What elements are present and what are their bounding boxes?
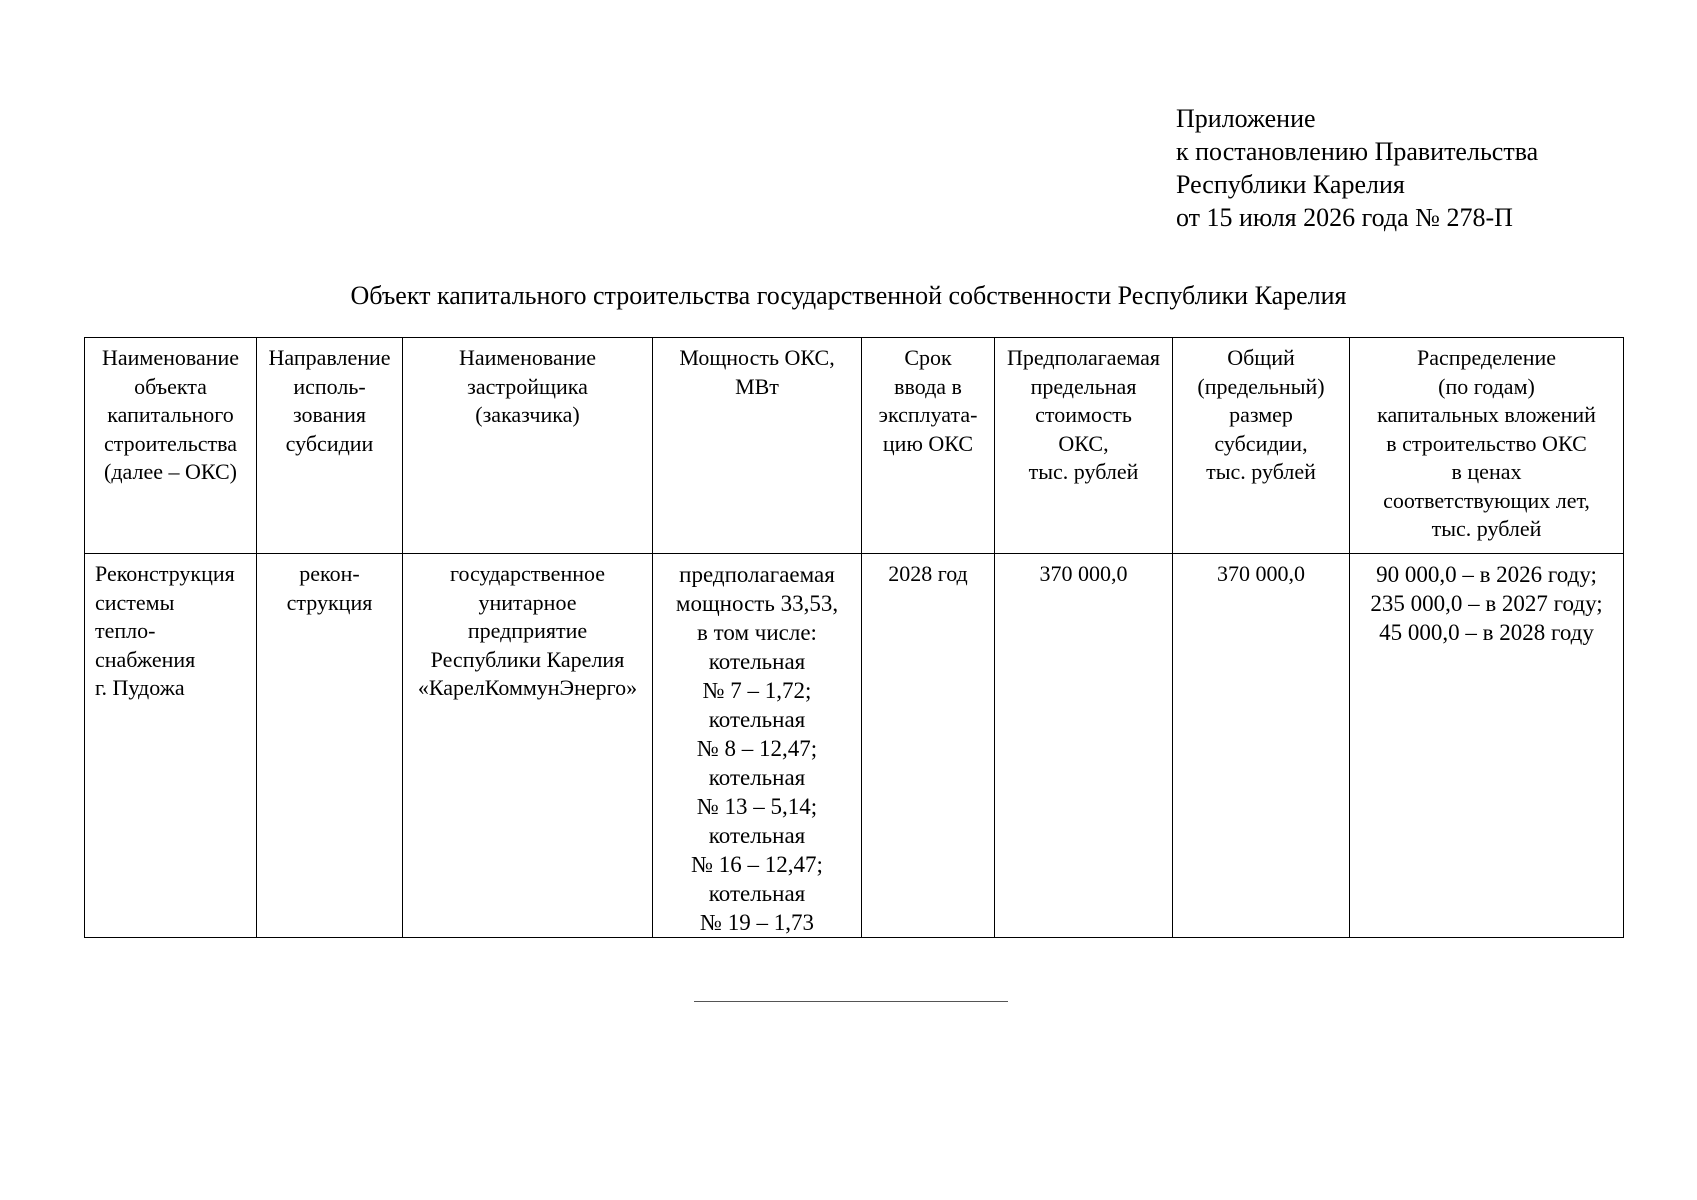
appendix-line: от 15 июля 2026 года № 278-П bbox=[1176, 203, 1513, 232]
cell-capacity: предполагаемая мощность 33,53, в том числе: котельная № 7 – 1,72; котельная № 8 – 12,47; котельная № 13 – 5,14; котельная № 16 – 12,47; котельная № 19 – 1,73 bbox=[653, 554, 862, 938]
appendix-line: Республики Карелия bbox=[1176, 170, 1405, 199]
cell-estimated-cost: 370 000,0 bbox=[995, 554, 1173, 938]
appendix-block bbox=[1176, 102, 1538, 234]
header-estimated-cost: Предполагаемая предельная стоимость ОКС, тыс. рублей bbox=[995, 338, 1173, 554]
cell-object-name: Реконструкция системы тепло- снабжения г. Пудожа bbox=[85, 554, 257, 938]
header-object-name: Наименование объекта капитального строительства (далее – ОКС) bbox=[85, 338, 257, 554]
appendix-line: к постановлению Правительства bbox=[1176, 137, 1539, 166]
header-direction: Направление исполь- зования субсидии bbox=[257, 338, 403, 554]
cell-distribution: 90 000,0 – в 2026 году; 235 000,0 – в 2027 году; 45 000,0 – в 2028 году bbox=[1350, 554, 1624, 938]
appendix-line: Приложение bbox=[1176, 104, 1316, 133]
table-header-row bbox=[85, 338, 1624, 554]
capital-construction-table bbox=[84, 337, 1624, 938]
header-developer: Наименование застройщика (заказчика) bbox=[403, 338, 653, 554]
header-distribution: Распределение (по годам) капитальных вложений в строительство ОКС в ценах соответствующих лет, тыс. рублей bbox=[1350, 338, 1624, 554]
closing-divider-line bbox=[694, 1001, 1008, 1002]
cell-subsidy-total: 370 000,0 bbox=[1173, 554, 1350, 938]
cell-commissioning: 2028 год bbox=[862, 554, 995, 938]
header-capacity: Мощность ОКС, МВт bbox=[653, 338, 862, 554]
header-subsidy-total: Общий (предельный) размер субсидии, тыс. рублей bbox=[1173, 338, 1350, 554]
cell-direction: рекон- струкция bbox=[257, 554, 403, 938]
cell-developer: государственное унитарное предприятие Республики Карелия «КарелКоммунЭнерго» bbox=[403, 554, 653, 938]
table-row bbox=[85, 554, 1624, 938]
document-title: Объект капитального строительства государственной собственности Республики Карелия bbox=[350, 281, 1347, 310]
header-commissioning: Срок ввода в эксплуата- цию ОКС bbox=[862, 338, 995, 554]
